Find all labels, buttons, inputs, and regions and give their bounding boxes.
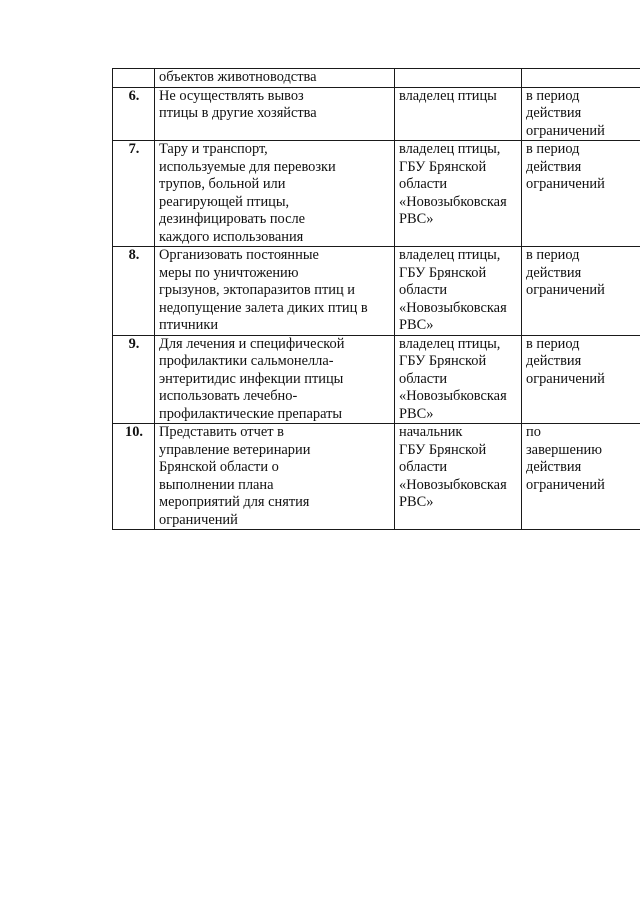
- term-text-line: завершению: [526, 441, 602, 458]
- measure-cell: [155, 335, 395, 424]
- table-row: [113, 247, 640, 336]
- measure-text-line: Брянской области о: [159, 459, 279, 475]
- measure-text-line: недопущение залета диких птиц в: [159, 299, 368, 316]
- measure-text-line: профилактические препараты: [159, 405, 343, 422]
- responsible-text-line: владелец птицы,: [399, 141, 501, 157]
- measure-text-line: энтеритидис инфекции птицы: [159, 370, 344, 387]
- term-cell: [522, 141, 640, 247]
- responsible-text-line: РВС»: [399, 317, 434, 333]
- measure-cell: [155, 247, 395, 336]
- term-text-line: в период: [526, 141, 580, 157]
- term-cell: [522, 247, 640, 336]
- term-text-line: действия: [526, 105, 582, 121]
- responsible-cell: [395, 424, 522, 530]
- table-row: [113, 424, 640, 530]
- responsible-text-line: начальник: [399, 424, 463, 440]
- measure-text-line: реагирующей птицы,: [159, 193, 290, 210]
- responsible-text-line: ГБУ Брянской: [399, 353, 487, 369]
- term-text-line: ограничений: [526, 282, 605, 298]
- responsible-text-line: области: [399, 370, 448, 387]
- measure-text-line: Организовать постоянные: [159, 247, 319, 263]
- item-number: 8.: [113, 247, 155, 336]
- table-row: [113, 87, 640, 141]
- responsible-text-line: РВС»: [399, 494, 434, 510]
- term-text-line: действия: [526, 459, 582, 475]
- responsible-cell: [395, 335, 522, 424]
- item-number: 7.: [113, 141, 155, 247]
- term-text-line: ограничений: [526, 122, 605, 139]
- measure-text-line: птицы в другие хозяйства: [159, 105, 317, 121]
- responsible-text-line: ГБУ Брянской: [399, 264, 487, 281]
- measure-text-line: Представить отчет в: [159, 424, 284, 440]
- term-text-line: по: [526, 424, 541, 440]
- measure-cell: [155, 69, 395, 88]
- measure-text-line: Для лечения и специфической: [159, 335, 345, 352]
- measure-text-line: мероприятий для снятия: [159, 494, 310, 510]
- term-text-line: ограничений: [526, 476, 605, 493]
- term-text-line: в период: [526, 87, 580, 104]
- table-row: [113, 69, 640, 88]
- responsible-text-line: «Новозыбковская: [399, 193, 507, 210]
- responsible-text-line: области: [399, 459, 448, 475]
- measure-text-line: Не осуществлять вывоз: [159, 87, 304, 104]
- term-text-line: ограничений: [526, 370, 605, 387]
- responsible-text-line: «Новозыбковская: [399, 388, 507, 404]
- term-text-line: в период: [526, 335, 580, 352]
- measure-text-line: использовать лечебно-: [159, 388, 298, 404]
- responsible-text-line: владелец птицы,: [399, 335, 501, 352]
- term-text-line: действия: [526, 353, 582, 369]
- item-number: 10.: [113, 424, 155, 530]
- responsible-text-line: «Новозыбковская: [399, 299, 507, 316]
- responsible-cell: [395, 247, 522, 336]
- term-text-line: действия: [526, 158, 582, 175]
- responsible-text-line: области: [399, 176, 448, 192]
- measure-text-line: птичники: [159, 317, 219, 333]
- term-cell: [522, 87, 640, 141]
- measure-text-line: трупов, больной или: [159, 176, 286, 192]
- responsible-cell: [395, 69, 522, 88]
- measure-text-line: ограничений: [159, 511, 238, 528]
- item-number: 9.: [113, 335, 155, 424]
- measure-text-line: Тару и транспорт,: [159, 141, 268, 157]
- measure-text-line: объектов животноводства: [159, 69, 317, 85]
- term-cell: [522, 424, 640, 530]
- term-text-line: ограничений: [526, 176, 605, 192]
- responsible-text-line: РВС»: [399, 405, 434, 422]
- responsible-text-line: РВС»: [399, 211, 434, 227]
- measure-text-line: дезинфицировать после: [159, 211, 306, 227]
- responsible-text-line: «Новозыбковская: [399, 476, 507, 493]
- measures-table: [112, 68, 640, 530]
- term-text-line: в период: [526, 247, 580, 263]
- table-row: [113, 141, 640, 247]
- measures-table-body: [113, 69, 640, 530]
- responsible-text-line: ГБУ Брянской: [399, 441, 487, 458]
- measure-text-line: каждого использования: [159, 228, 304, 245]
- responsible-text-line: ГБУ Брянской: [399, 158, 487, 175]
- responsible-text-line: владелец птицы,: [399, 247, 501, 263]
- measure-text-line: выполнении плана: [159, 476, 274, 493]
- responsible-cell: [395, 87, 522, 141]
- table-row: [113, 335, 640, 424]
- measure-cell: [155, 87, 395, 141]
- term-cell: [522, 69, 640, 88]
- item-number: [113, 69, 155, 88]
- measure-text-line: используемые для перевозки: [159, 158, 336, 175]
- term-cell: [522, 335, 640, 424]
- measure-cell: [155, 141, 395, 247]
- responsible-text-line: области: [399, 282, 448, 298]
- measure-cell: [155, 424, 395, 530]
- measure-text-line: меры по уничтожению: [159, 264, 299, 281]
- measure-text-line: грызунов, эктопаразитов птиц и: [159, 282, 355, 298]
- item-number: 6.: [113, 87, 155, 141]
- responsible-cell: [395, 141, 522, 247]
- measure-text-line: профилактики сальмонелла-: [159, 353, 334, 369]
- measure-text-line: управление ветеринарии: [159, 441, 311, 458]
- responsible-text-line: владелец птицы: [399, 87, 497, 104]
- term-text-line: действия: [526, 264, 582, 281]
